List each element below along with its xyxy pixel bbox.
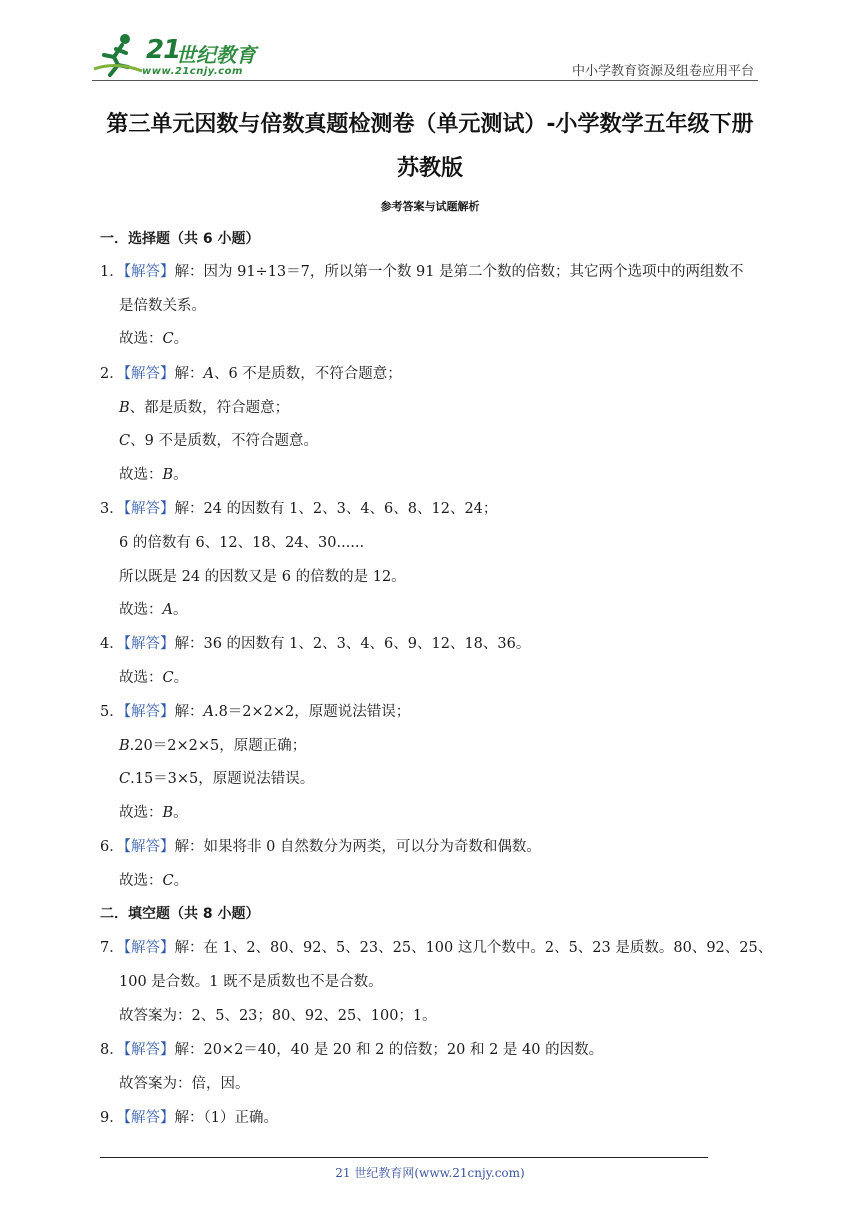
logo-url: www.21cnjy.com xyxy=(142,66,243,77)
choice-letter: C xyxy=(162,670,174,686)
answer-item-9 xyxy=(100,1108,278,1128)
solution-tag: 【解答】 xyxy=(123,1042,175,1058)
item-number: 7． xyxy=(100,940,124,956)
item-choice: 故选：C。 xyxy=(119,670,189,686)
answer-item-3 xyxy=(100,499,497,519)
item-choice: 故选：B。 xyxy=(119,805,188,821)
solution-tag: 【解答】 xyxy=(123,1110,175,1126)
option-c-line: C、9 不是质数，不符合题意。 xyxy=(119,433,318,449)
logo-number: 21 xyxy=(146,35,181,65)
runner-logo-icon xyxy=(92,33,144,77)
item-continuation: 是倍数关系。 xyxy=(119,298,206,314)
item-choice: 故选：A。 xyxy=(119,602,188,618)
answer-item-2: 2．【解答】解：A、6 不是质数，不符合题意； xyxy=(100,366,402,382)
item-text: 解：因为 91÷13＝7，所以第一个数 91 是第二个数的倍数；其它两个选项中的两组数不 xyxy=(174,264,744,280)
item-continuation: 100 是合数。1 既不是质数也不是合数。 xyxy=(119,974,383,990)
section-heading: 二．填空题（共 8 小题） xyxy=(100,906,260,922)
option-c-line: C.15＝3×5，原题说法错误。 xyxy=(119,771,315,787)
item-text: 解：36 的因数有 1、2、3、4、6、9、12、18、36。 xyxy=(174,636,531,652)
logo-name: 世纪教育 xyxy=(176,43,256,67)
solution-tag: 【解答】 xyxy=(123,839,175,855)
item-number: 4． xyxy=(100,636,124,652)
item-number: 9． xyxy=(100,1110,124,1126)
item-number: 5． xyxy=(100,704,124,720)
platform-name: 中小学教育资源及组卷应用平台 xyxy=(571,64,754,79)
item-text: 解：24 的因数有 1、2、3、4、6、8、12、24； xyxy=(174,501,498,517)
answer-item-8 xyxy=(100,1040,603,1060)
item-number: 1． xyxy=(100,264,124,280)
footer-text: 21 世纪教育网(www.21cnjy.com) xyxy=(335,1166,525,1180)
logo xyxy=(92,33,262,81)
solution-tag: 【解答】 xyxy=(123,704,175,720)
item-choice: 故选：B。 xyxy=(119,467,188,483)
item-number: 6． xyxy=(100,839,124,855)
choice-letter: C xyxy=(162,331,174,347)
item-text: 解：在 1、2、80、92、5、23、25、100 这几个数中。2、5、23 是质数。80、92、25、 xyxy=(174,940,773,956)
item-number: 3． xyxy=(100,501,124,517)
page-header xyxy=(0,0,860,90)
item-line: 所以既是 24 的因数又是 6 的倍数的是 12。 xyxy=(119,569,406,585)
choice-letter: B xyxy=(162,467,174,483)
answer-item-5: 5．【解答】解：A.8＝2×2×2，原题说法错误； xyxy=(100,704,411,720)
solution-tag: 【解答】 xyxy=(123,636,175,652)
solution-tag: 【解答】 xyxy=(123,940,175,956)
item-number: 2． xyxy=(100,366,124,382)
solution-tag: 【解答】 xyxy=(123,366,175,382)
document-subtitle: 参考答案与试题解析 xyxy=(380,200,480,213)
option-b-line: B、都是质数，符合题意； xyxy=(119,400,290,416)
answer-item-6 xyxy=(100,837,541,857)
item-text: 解：如果将非 0 自然数分为两类，可以分为奇数和偶数。 xyxy=(174,839,541,855)
choice-letter: C xyxy=(162,873,174,889)
item-answer: 故答案为：2、5、23；80、92、25、100；1。 xyxy=(119,1008,437,1024)
item-text: 解：（1）正确。 xyxy=(174,1110,278,1126)
item-answer: 故答案为：倍，因。 xyxy=(119,1076,250,1092)
choice-letter: A xyxy=(162,602,173,618)
document-title: 第三单元因数与倍数真题检测卷（单元测试）-小学数学五年级下册苏教版 xyxy=(106,112,754,181)
item-choice: 故选：C。 xyxy=(119,331,189,347)
answer-item-7 xyxy=(100,938,772,958)
item-line: 6 的倍数有 6、12、18、24、30...... xyxy=(119,535,365,551)
solution-tag: 【解答】 xyxy=(123,264,175,280)
item-text: 解：20×2＝40，40 是 20 和 2 的倍数；20 和 2 是 40 的因数。 xyxy=(174,1042,604,1058)
item-number: 8． xyxy=(100,1042,124,1058)
section-heading: 一．选择题（共 6 小题） xyxy=(100,231,260,247)
solution-tag: 【解答】 xyxy=(123,501,175,517)
header-divider xyxy=(92,80,758,81)
item-choice: 故选：C。 xyxy=(119,873,189,889)
answer-item-1 xyxy=(100,262,744,282)
footer-divider xyxy=(100,1157,708,1158)
answer-item-4 xyxy=(100,634,530,654)
option-b-line: B.20＝2×2×5，原题正确； xyxy=(119,738,307,754)
choice-letter: B xyxy=(162,805,174,821)
